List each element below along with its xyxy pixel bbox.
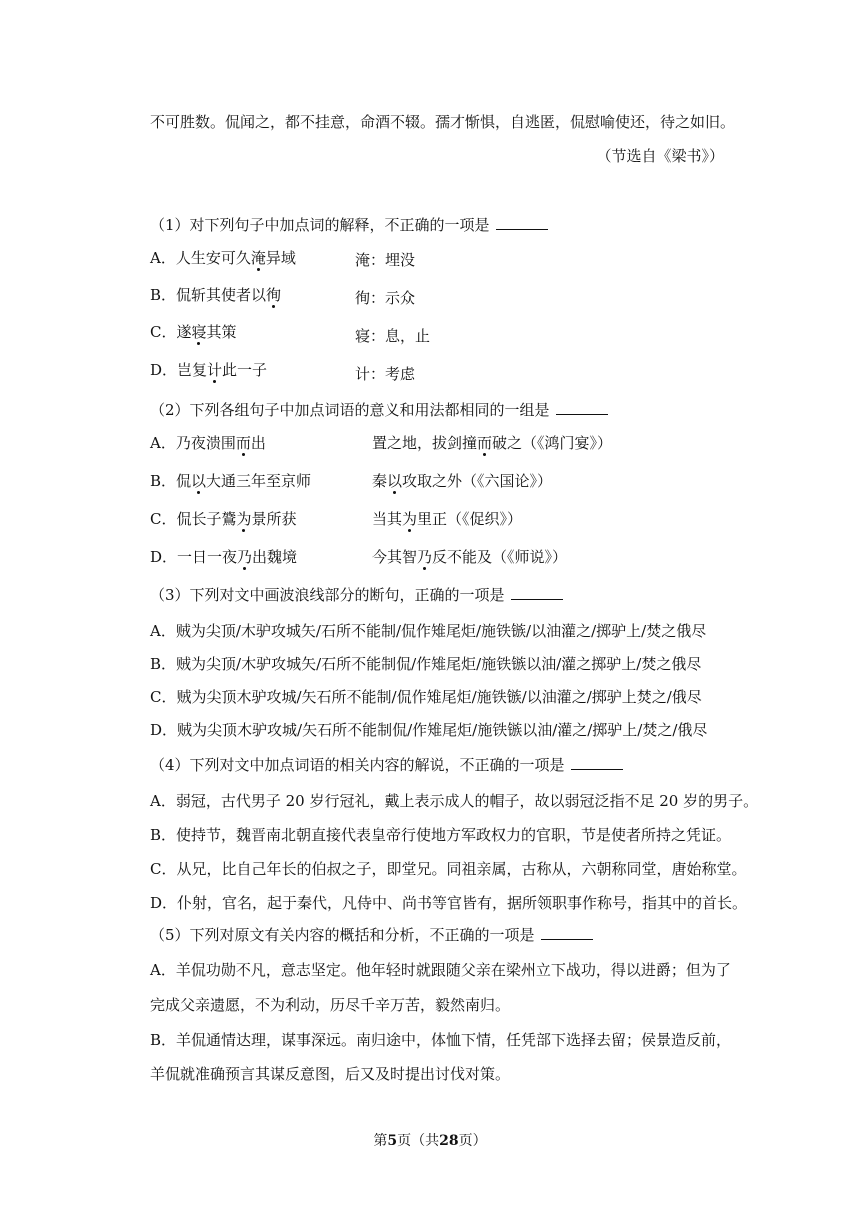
answer-blank: [541, 925, 593, 940]
q3-option-b: B．贼为尖顶/木驴攻城矢/石所不能制侃/作雉尾炬/施铁镞以油/灌之掷驴上/焚之俄尽: [150, 655, 702, 673]
q4-option-a: A．弱冠，古代男子 20 岁行冠礼，戴上表示成人的帽子，故以弱冠泛指不足 20 岁的男子。: [150, 792, 759, 810]
answer-blank: [511, 585, 563, 600]
q5-stem: （5）下列对原文有关内容的概括和分析，不正确的一项是: [150, 925, 593, 945]
q3-stem: （3）下列对文中画波浪线部分的断句，正确的一项是: [150, 585, 563, 605]
q3-option-a: A．贼为尖顶/木驴攻城矢/石所不能制/侃作雉尾炬/施铁镞/以油灌之/掷驴上/焚之俄尽: [150, 622, 707, 640]
q1-option-d: D．岂复计此一子: [150, 361, 268, 379]
page-number: 5: [387, 1133, 398, 1149]
q4-option-d: D．仆射，官名，起于秦代，凡侍中、尚书等官皆有，据所领职事作称号，指其中的首长。: [150, 894, 748, 912]
q2-pair-c: 当其为里正（《促织》）: [372, 510, 523, 528]
q2-pair-a: 置之地，拔剑撞而破之（《鸿门宴》）: [372, 434, 613, 452]
q1-gloss-d: 计：考虑: [355, 365, 416, 383]
q4-stem: （4）下列对文中加点词语的相关内容的解说，不正确的一项是: [150, 755, 623, 775]
q2-option-c: C．侃长子鷟为景所获: [150, 510, 297, 528]
q1-option-c: C．遂寝其策: [150, 323, 237, 341]
q1-option-a: A．人生安可久淹异域: [150, 249, 296, 267]
q2-stem: （2）下列各组句子中加点词语的意义和用法都相同的一组是: [150, 400, 608, 420]
q2-option-a: A．乃夜溃围而出: [150, 434, 266, 452]
answer-blank: [571, 755, 623, 770]
q2-pair-d: 今其智乃反不能及（《师说》）: [372, 548, 568, 566]
answer-blank: [496, 215, 548, 230]
q5-option-b-line2: 羊侃就准确预言其谋反意图，后又及时提出讨伐对策。: [150, 1065, 511, 1083]
answer-blank: [556, 400, 608, 415]
q5-option-a-line1: A．羊侃功勋不凡，意志坚定。他年轻时就跟随父亲在梁州立下战功，得以进爵；但为了: [150, 961, 731, 979]
q1-stem: （1）对下列句子中加点词的解释，不正确的一项是: [150, 215, 548, 235]
q1-gloss-a: 淹：埋没: [355, 251, 416, 269]
q3-option-c: C．贼为尖顶木驴攻城/矢石所不能制/侃作雉尾炬/施铁镞/以油灌之/掷驴上焚之/俄尽: [150, 688, 702, 706]
q1-gloss-c: 寝：息，止: [355, 327, 431, 345]
q2-option-d: D．一日一夜乃出魏境: [150, 548, 298, 566]
page-total: 28: [439, 1133, 459, 1149]
q4-option-c: C．从兄，比自己年长的伯叔之子，即堂兄。同祖亲属，古称从，六朝称同堂，唐始称堂。: [150, 860, 747, 878]
q4-option-b: B．使持节，魏晋南北朝直接代表皇帝行使地方军政权力的官职，节是使者所持之凭证。: [150, 826, 732, 844]
passage-source: （节选自《梁书》）: [596, 147, 724, 165]
q3-option-d: D．贼为尖顶木驴攻城/矢石所不能制侃/作雉尾炬/施铁镞以油/灌之/掷驴上/焚之/俄尽: [150, 721, 708, 739]
q1-option-b: B．侃斩其使者以徇: [150, 286, 282, 304]
q5-option-b-line1: B．羊侃通情达理，谋事深远。南归途中，体恤下情，任凭部下选择去留；侯景造反前，: [150, 1031, 732, 1049]
q2-option-b: B．侃以大通三年至京师: [150, 472, 312, 490]
q2-pair-b: 秦以攻取之外（《六国论》）: [372, 472, 553, 490]
passage-tail: 不可胜数。侃闻之，都不挂意，命酒不辍。孺才惭惧，自逃匿，侃慰喻使还，待之如旧。: [150, 113, 736, 131]
q1-gloss-b: 徇：示众: [355, 289, 416, 307]
q5-option-a-line2: 完成父亲遗愿，不为利动，历尽千辛万苦，毅然南归。: [150, 996, 511, 1014]
page-footer: 第5页（共28页）: [373, 1133, 487, 1149]
